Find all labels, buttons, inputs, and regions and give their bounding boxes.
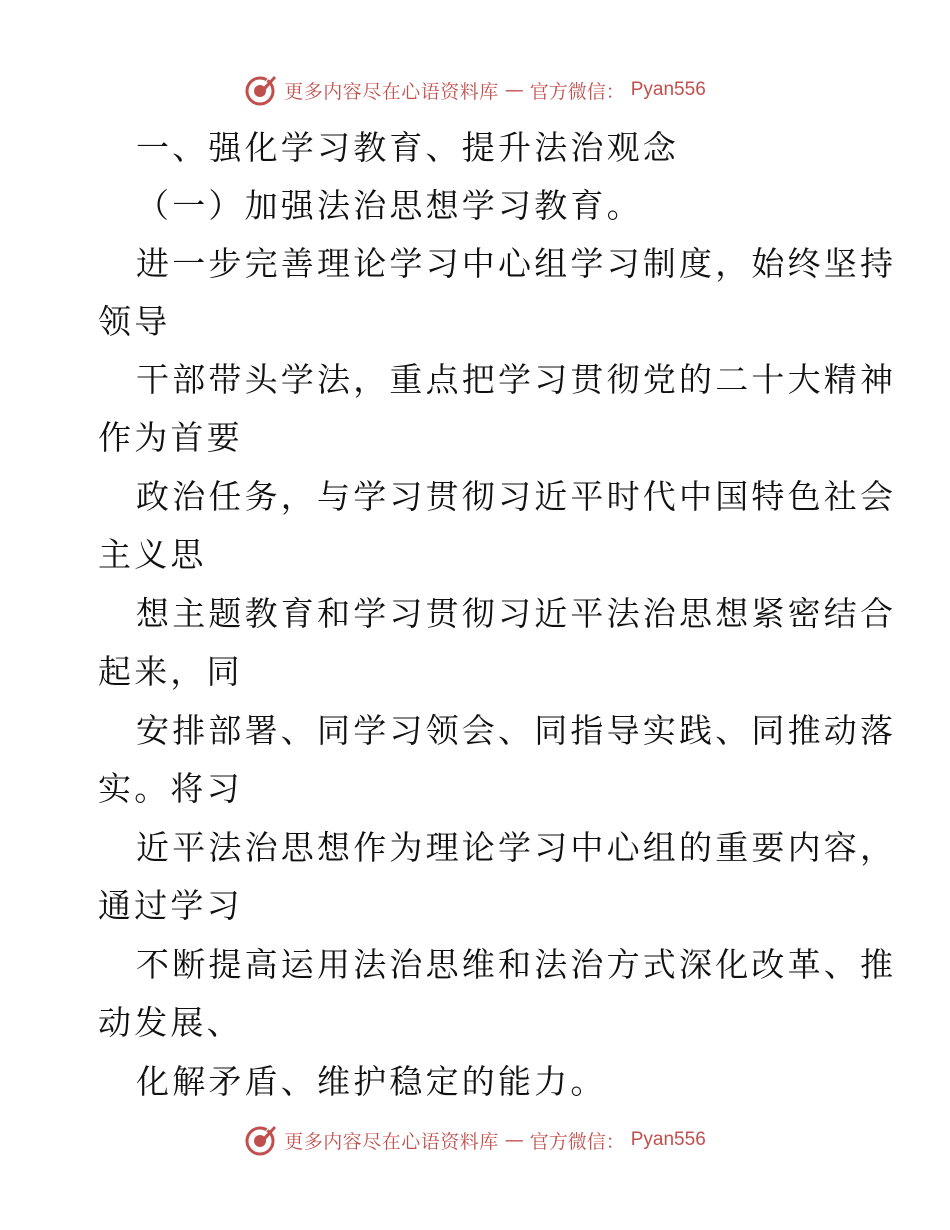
subsection-heading: （一）加强法治思想学习教育。	[136, 186, 643, 225]
banner-wechat-label: 官方微信：	[529, 1130, 625, 1153]
paragraph-line: 作为首要	[98, 418, 243, 457]
paragraph-line: 干部带头学法，重点把学习贯彻党的二十大精神	[136, 360, 897, 399]
paragraph-line: 想主题教育和学习贯彻习近平法治思想紧密结合	[136, 594, 897, 633]
paragraph-line: 通过学习	[98, 886, 243, 925]
paragraph-line: 动发展、	[98, 1003, 243, 1042]
logo-quill-icon	[244, 1123, 278, 1157]
section-heading: 一、强化学习教育、提升法治观念	[136, 128, 679, 167]
banner-wechat-id: Pyan556	[630, 1129, 706, 1150]
paragraph-line: 化解矛盾、维护稳定的能力。	[136, 1062, 607, 1101]
header-banner-content	[244, 73, 706, 107]
paragraph-line: 不断提高运用法治思维和法治方式深化改革、推	[136, 945, 897, 984]
banner-wechat-label: 官方微信：	[529, 80, 625, 103]
banner-separator: —	[504, 79, 524, 101]
banner-wechat-id: Pyan556	[630, 79, 706, 100]
logo-quill-icon	[244, 73, 278, 107]
footer-banner-content	[244, 1123, 706, 1157]
header-banner	[0, 70, 950, 110]
banner-separator: —	[504, 1129, 524, 1151]
paragraph-line: 政治任务，与学习贯彻习近平时代中国特色社会	[136, 477, 897, 516]
paragraph-line: 进一步完善理论学习中心组学习制度，始终坚持	[136, 244, 897, 283]
paragraph-line: 实。将习	[98, 769, 243, 808]
footer-banner	[0, 1120, 950, 1160]
banner-text: 更多内容尽在心语资料库	[284, 80, 499, 103]
paragraph-line: 主义思	[98, 535, 207, 574]
paragraph-line: 安排部署、同学习领会、同指导实践、同推动落	[136, 711, 897, 750]
banner-text: 更多内容尽在心语资料库	[284, 1130, 499, 1153]
paragraph-line: 起来，同	[98, 652, 243, 691]
paragraph-line: 领导	[98, 302, 171, 341]
paragraph-line: 近平法治思想作为理论学习中心组的重要内容，	[136, 828, 897, 867]
